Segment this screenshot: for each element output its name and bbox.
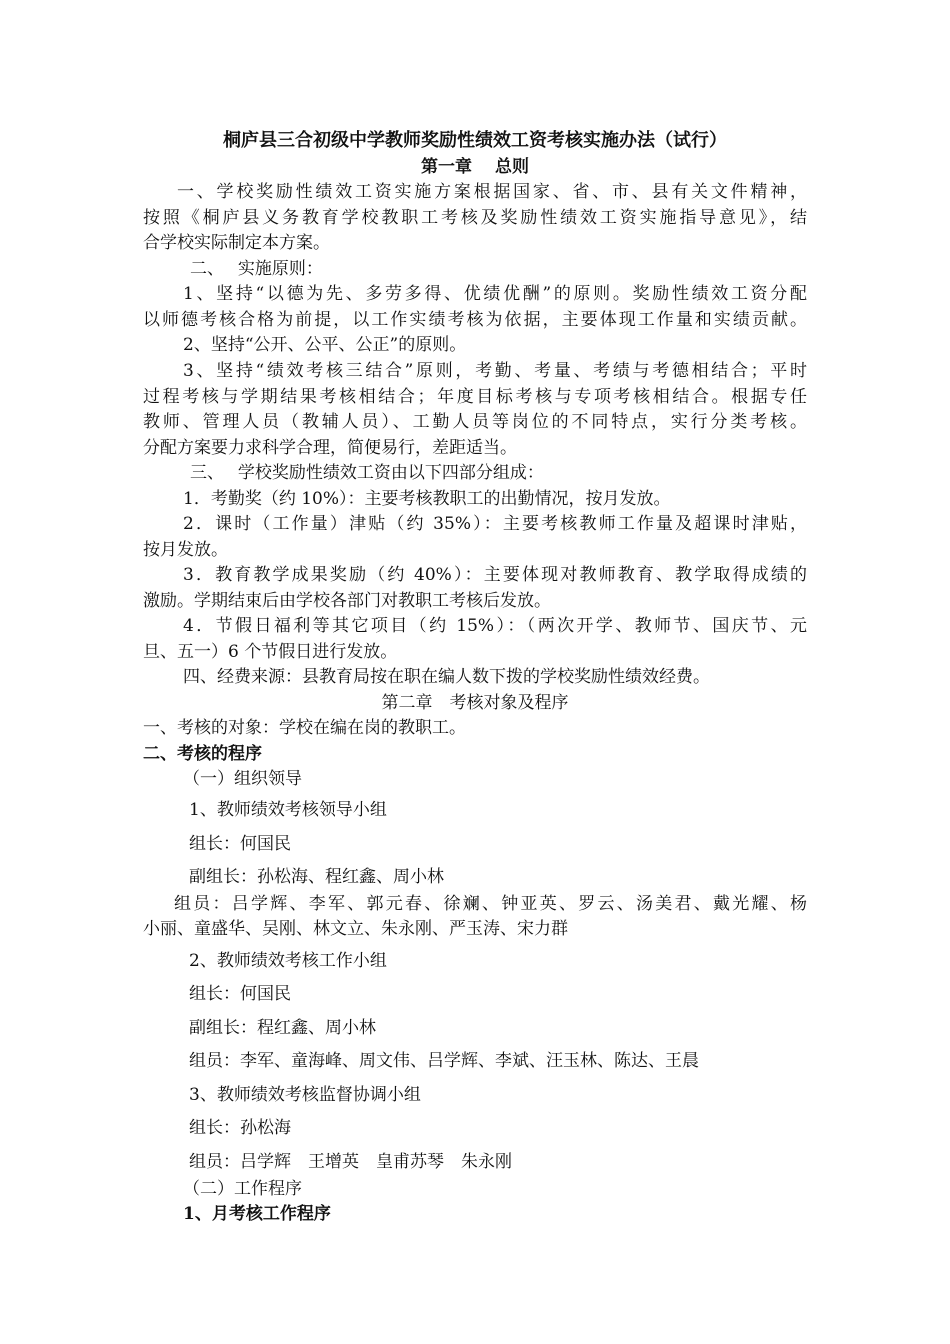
group-members: 组员：李军、童海峰、周文伟、吕学辉、李斌、汪玉林、陈达、王晨 bbox=[189, 1051, 699, 1071]
paragraph: 按照《桐庐县义务教育学校教职工考核及奖励性绩效工资实施指导意见》，结 bbox=[143, 208, 807, 228]
group-leader: 组长：何国民 bbox=[189, 984, 291, 1004]
list-item: 4．节假日福利等其它项目（约 15%）：（两次开学、教师节、国庆节、元 bbox=[183, 616, 807, 636]
group-title: 2、教师绩效考核工作小组 bbox=[189, 951, 387, 971]
section-heading: 二、 实施原则： bbox=[190, 259, 323, 279]
group-members: 组员：吕学辉、李军、郭元春、徐斓、钟亚英、罗云、汤美君、戴光耀、杨 bbox=[174, 894, 807, 914]
list-item: 激励。学期结束后由学校各部门对教职工考核后发放。 bbox=[143, 591, 551, 611]
paragraph: 2、坚持“公开、公平、公正”的原则。 bbox=[183, 335, 467, 355]
section-heading: 一、考核的对象：学校在编在岗的教职工。 bbox=[143, 718, 466, 738]
paragraph: 过程考核与学期结果考核相结合；年度目标考核与专项考核相结合。根据专任 bbox=[143, 387, 807, 407]
list-item: 2．课时（工作量）津贴（约 35%）：主要考核教师工作量及超课时津贴， bbox=[183, 514, 807, 534]
group-deputy: 副组长：孙松海、程红鑫、周小林 bbox=[189, 867, 444, 887]
group-leader: 组长：孙松海 bbox=[189, 1118, 291, 1138]
document-title: 桐庐县三合初级中学教师奖励性绩效工资考核实施办法（试行） bbox=[223, 130, 727, 151]
list-item: 旦、五一）6 个节假日进行发放。 bbox=[143, 642, 398, 662]
list-item: 3．教育教学成果奖励（约 40%）：主要体现对教师教育、教学取得成绩的 bbox=[183, 565, 807, 585]
subsection-heading: 1、月考核工作程序 bbox=[183, 1204, 331, 1224]
group-members: 小丽、童盛华、吴刚、林文立、朱永刚、严玉涛、宋力群 bbox=[143, 919, 568, 939]
group-title: 3、教师绩效考核监督协调小组 bbox=[189, 1085, 421, 1105]
list-item: 1．考勤奖（约 10%）：主要考核教职工的出勤情况，按月发放。 bbox=[183, 489, 671, 509]
paragraph: 3、坚持“绩效考核三结合”原则，考勤、考量、考绩与考德相结合；平时 bbox=[183, 361, 807, 381]
paragraph: 分配方案要力求科学合理，简便易行，差距适当。 bbox=[143, 438, 517, 458]
chapter-2-heading: 第二章 考核对象及程序 bbox=[381, 693, 569, 713]
section-heading: 四、经费来源：县教育局按在职在编人数下拨的学校奖励性绩效经费。 bbox=[183, 667, 710, 687]
list-item: 按月发放。 bbox=[143, 540, 228, 560]
paragraph: 一、学校奖励性绩效工资实施方案根据国家、省、市、县有关文件精神， bbox=[177, 182, 807, 202]
chapter-1-heading: 第一章 总则 bbox=[421, 157, 529, 177]
subsection-heading: （一）组织领导 bbox=[183, 769, 302, 789]
group-deputy: 副组长：程红鑫、周小林 bbox=[189, 1018, 376, 1038]
group-title: 1、教师绩效考核领导小组 bbox=[189, 800, 387, 820]
group-members: 组员：吕学辉 王增英 皇甫苏琴 朱永刚 bbox=[189, 1152, 512, 1172]
subsection-heading: （二）工作程序 bbox=[183, 1179, 302, 1199]
section-heading: 三、 学校奖励性绩效工资由以下四部分组成： bbox=[190, 463, 544, 483]
section-heading: 二、考核的程序 bbox=[143, 744, 262, 764]
paragraph: 1、坚持“以德为先、多劳多得、优绩优酬”的原则。奖励性绩效工资分配 bbox=[183, 284, 807, 304]
paragraph: 以师德考核合格为前提，以工作实绩考核为依据，主要体现工作量和实绩贡献。 bbox=[143, 310, 807, 330]
group-leader: 组长：何国民 bbox=[189, 834, 291, 854]
paragraph: 教师、管理人员（教辅人员）、工勤人员等岗位的不同特点，实行分类考核。 bbox=[143, 412, 807, 432]
paragraph: 合学校实际制定本方案。 bbox=[143, 233, 330, 253]
